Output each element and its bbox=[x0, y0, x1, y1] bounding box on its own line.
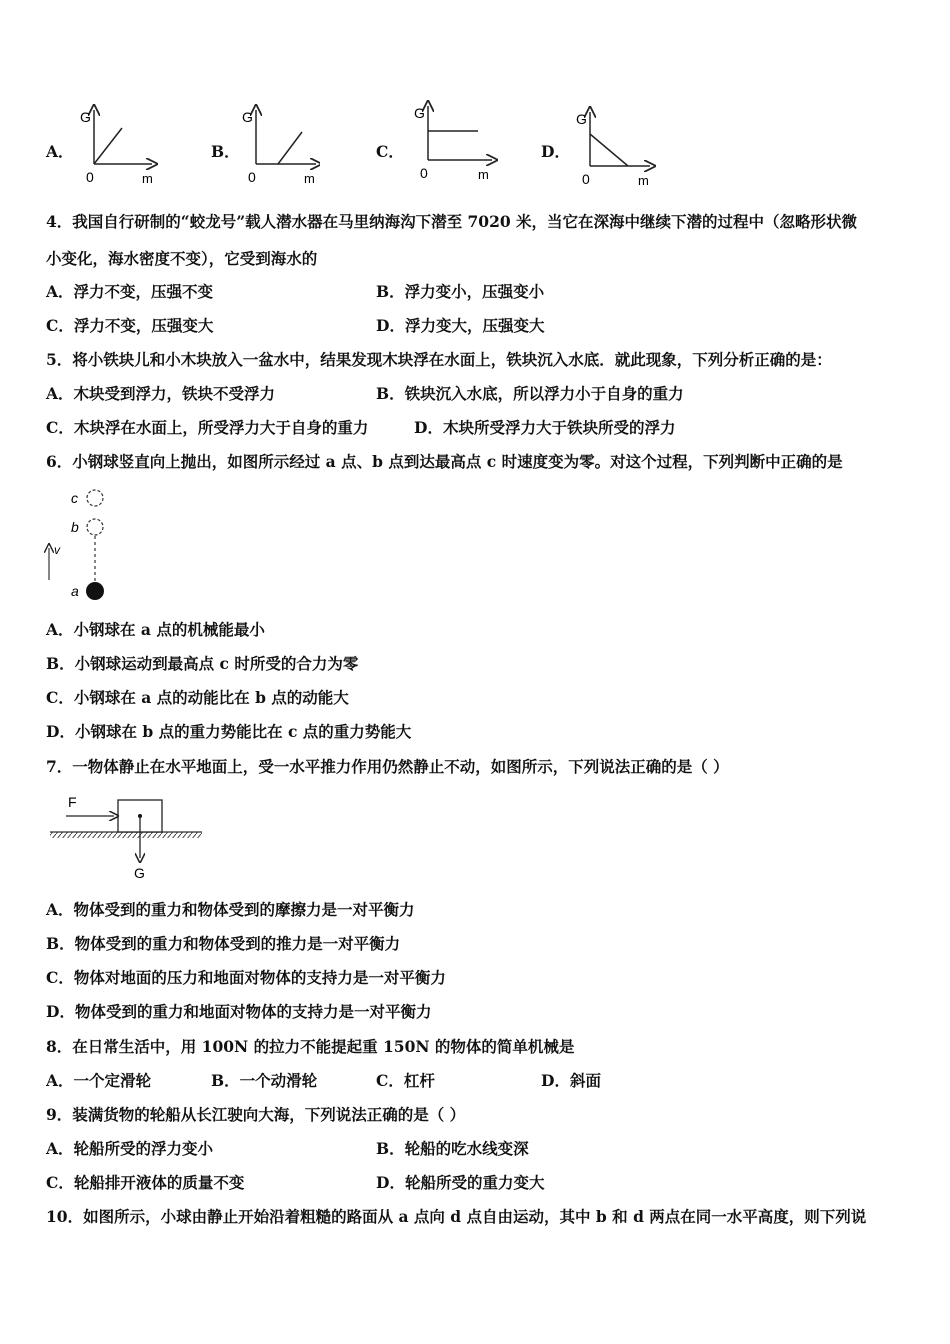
label-f: F bbox=[68, 794, 77, 810]
q6-option-b[interactable]: B．小钢球运动到最高点 c 时所受的合力为零 bbox=[46, 654, 359, 673]
label-v: v bbox=[54, 543, 60, 557]
q4-option-c[interactable]: C．浮力不变，压强变大 bbox=[46, 316, 214, 335]
q5-option-c[interactable]: C．木块浮在水面上，所受浮力大于自身的重力 bbox=[46, 418, 369, 437]
q9-stem: 9．装满货物的轮船从长江驶向大海，下列说法正确的是（ ） bbox=[46, 1105, 466, 1124]
q5-option-a[interactable]: A．木块受到浮力，铁块不受浮力 bbox=[46, 384, 276, 403]
q3-option-d-label[interactable]: D． bbox=[541, 142, 570, 161]
q6-stem: 6．小钢球竖直向上抛出，如图所示经过 a 点、b 点到达最高点 c 时速度变为零。对这个过程，下列判断中正确的是 bbox=[46, 452, 843, 471]
q9-option-b[interactable]: B．轮船的吃水线变深 bbox=[376, 1139, 529, 1158]
label-c: c bbox=[71, 490, 78, 506]
q3-option-c-label[interactable]: C． bbox=[376, 142, 404, 161]
point-a-ball bbox=[86, 582, 104, 600]
origin-label: 0 bbox=[420, 165, 428, 181]
q7-option-c[interactable]: C．物体对地面的压力和地面对物体的支持力是一对平衡力 bbox=[46, 968, 446, 987]
q8-option-d[interactable]: D．斜面 bbox=[541, 1071, 601, 1090]
q4-option-b[interactable]: B．浮力变小，压强变小 bbox=[376, 282, 545, 301]
q8-option-b[interactable]: B．一个动滑轮 bbox=[211, 1071, 318, 1090]
origin-label: 0 bbox=[582, 171, 590, 187]
q6-option-a[interactable]: A．小钢球在 a 点的机械能最小 bbox=[46, 620, 265, 639]
axis-m-label: m bbox=[142, 171, 153, 186]
ground-hatch bbox=[50, 832, 202, 838]
axis-g-label: G bbox=[242, 109, 253, 125]
axis-g-label: G bbox=[576, 111, 587, 127]
q7-option-d[interactable]: D．物体受到的重力和地面对物体的支持力是一对平衡力 bbox=[46, 1002, 432, 1021]
origin-label: 0 bbox=[248, 169, 256, 185]
q8-option-c[interactable]: C．杠杆 bbox=[376, 1071, 435, 1090]
q5-option-b[interactable]: B．铁块沉入水底，所以浮力小于自身的重力 bbox=[376, 384, 684, 403]
q9-option-c[interactable]: C．轮船排开液体的质量不变 bbox=[46, 1173, 245, 1192]
q3-graph-c bbox=[412, 100, 498, 184]
axis-g-label: G bbox=[80, 109, 91, 125]
point-b-ball bbox=[87, 519, 103, 535]
q3-graph-b bbox=[240, 104, 320, 188]
q7-option-a[interactable]: A．物体受到的重力和物体受到的摩擦力是一对平衡力 bbox=[46, 900, 415, 919]
q7-option-b[interactable]: B．物体受到的重力和物体受到的推力是一对平衡力 bbox=[46, 934, 401, 953]
label-a: a bbox=[71, 583, 79, 599]
q6-figure bbox=[40, 484, 120, 608]
q9-option-d[interactable]: D．轮船所受的重力变大 bbox=[376, 1173, 545, 1192]
q7-figure bbox=[46, 792, 210, 884]
axis-m-label: m bbox=[304, 171, 315, 186]
label-b: b bbox=[71, 519, 79, 535]
q6-option-d[interactable]: D．小钢球在 b 点的重力势能比在 c 点的重力势能大 bbox=[46, 722, 412, 741]
q8-option-a[interactable]: A．一个定滑轮 bbox=[46, 1071, 152, 1090]
axis-m-label: m bbox=[478, 167, 489, 182]
q4-option-d[interactable]: D．浮力变大，压强变大 bbox=[376, 316, 545, 335]
label-g: G bbox=[134, 865, 145, 881]
graph-d-line bbox=[590, 134, 628, 166]
q4-stem-line-1: 4．我国自行研制的“蛟龙号”载人潜水器在马里纳海沟下潜至 7020 米，当它在深海中继续下潜的过程中（忽略形状微 bbox=[46, 212, 858, 231]
q10-stem: 10．如图所示，小球由静止开始沿着粗糙的路面从 a 点向 d 点自由运动，其中 b 和 d 两点在同一水平高度，则下列说 bbox=[46, 1207, 867, 1226]
q5-option-d[interactable]: D．木块所受浮力大于铁块所受的浮力 bbox=[414, 418, 676, 437]
q9-option-a[interactable]: A．轮船所受的浮力变小 bbox=[46, 1139, 214, 1158]
q3-graph-a bbox=[78, 104, 158, 188]
q3-option-b-label[interactable]: B． bbox=[211, 142, 240, 161]
graph-a-line bbox=[94, 128, 122, 164]
graph-b-line bbox=[278, 132, 302, 164]
q4-option-a[interactable]: A．浮力不变，压强不变 bbox=[46, 282, 214, 301]
q3-graph-d bbox=[574, 106, 658, 190]
axis-m-label: m bbox=[638, 173, 649, 188]
axis-g-label: G bbox=[414, 105, 425, 121]
point-c-ball bbox=[87, 490, 103, 506]
q8-stem: 8．在日常生活中，用 100N 的拉力不能提起重 150N 的物体的简单机械是 bbox=[46, 1037, 575, 1056]
q5-stem: 5．将小铁块儿和小木块放入一盆水中，结果发现木块浮在水面上，铁块沉入水底．就此现象，下列分析正确的是： bbox=[46, 350, 832, 369]
q6-option-c[interactable]: C．小钢球在 a 点的动能比在 b 点的动能大 bbox=[46, 688, 349, 707]
q4-stem-line-2: 小变化，海水密度不变），它受到海水的 bbox=[46, 249, 318, 268]
q7-stem: 7．一物体静止在水平地面上，受一水平推力作用仍然静止不动，如图所示，下列说法正确的是（ ） bbox=[46, 757, 729, 776]
origin-label: 0 bbox=[86, 169, 94, 185]
q3-option-a-label[interactable]: A． bbox=[46, 142, 74, 161]
